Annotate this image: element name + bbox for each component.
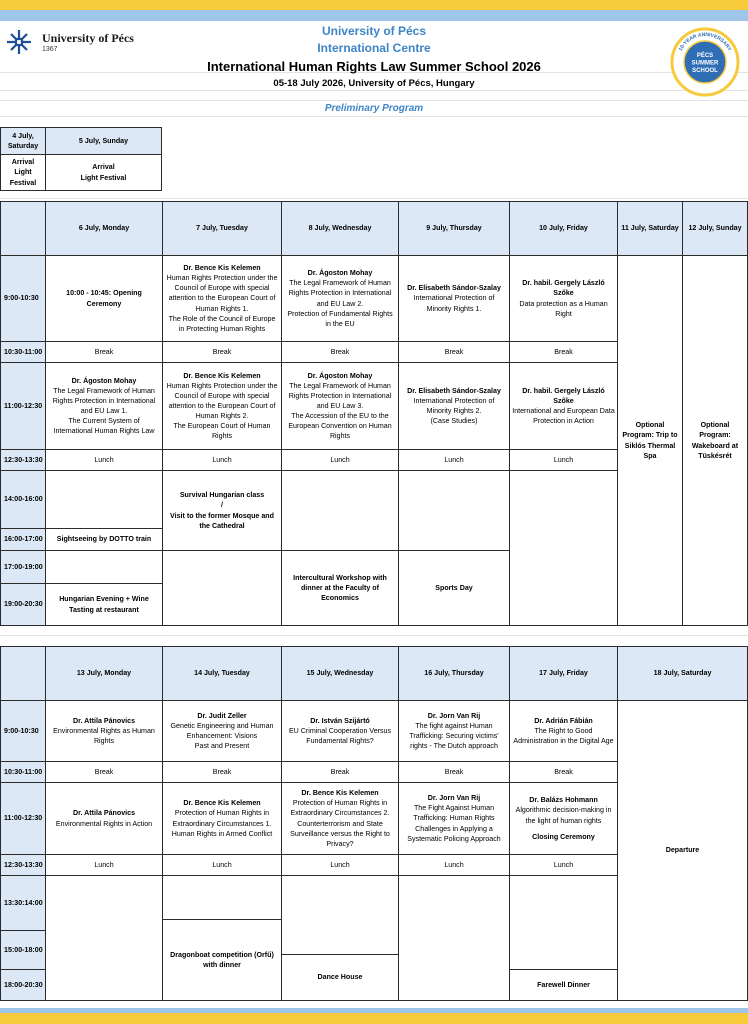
arrival-5-july (45, 154, 162, 191)
week1-tue-session1 (162, 255, 282, 342)
week2-fri-empty (509, 875, 618, 970)
week1-day-wed: 8 July, Wednesday (281, 201, 399, 256)
lecturer-name: Dr. Bence Kis Kelemen (183, 799, 261, 808)
week2-fri-farewell-dinner: Farewell Dinner (509, 969, 618, 1001)
week1-wed-lunch: Lunch (281, 449, 399, 471)
week1-time-5: 14:00-16:00 (0, 470, 46, 529)
lecturer-name: Dr. Adrián Fábián (534, 716, 593, 725)
lecturer-name: Dr. István Szijártó (310, 716, 370, 725)
session-subtopic: The Role of the Council of Europe in Protecting Human Rights (168, 314, 276, 333)
week2-tue-dragonboat: Dragonboat competition (Orfű) with dinner (162, 919, 282, 1001)
week1-day-thu: 9 July, Thursday (398, 201, 510, 256)
week2-fri-break: Break (509, 761, 618, 783)
session-topic: Protection of Human Rights in Extraordinary Circumstances 2. Counterterrorism and State Surveillance versus the Right to Privacy? (290, 799, 390, 848)
grid-line (0, 198, 748, 199)
week1-day-sat: 11 July, Saturday (617, 201, 683, 256)
lecturer-name: Dr. Judit Zeller (197, 711, 247, 720)
week2-time-5: 13:30:14:00 (0, 875, 46, 931)
week1-mon-lunch: Lunch (45, 449, 163, 471)
session-subtopic: The Current System of International Human Rights Law (53, 417, 155, 436)
lecturer-name: Dr. habil. Gergely László Szőke (522, 279, 605, 298)
week1-time-2: 10:30-11:00 (0, 341, 46, 363)
week1-fri-empty (509, 470, 618, 626)
lecturer-name: Dr. Bence Kis Kelemen (183, 264, 261, 273)
closing-ceremony: Closing Ceremony (532, 832, 595, 841)
week1-mon-sightseeing: Sightseeing by DOTTO train (45, 528, 163, 551)
week2-tue-empty (162, 875, 282, 920)
bottom-yellow-band (0, 1013, 748, 1024)
week1-mon-empty-2 (45, 550, 163, 584)
week2-day-thu: 16 July, Thursday (398, 646, 510, 701)
week2-day-wed: 15 July, Wednesday (281, 646, 399, 701)
session-topic: Algorithmic decision-making in the light of human rights (515, 806, 612, 825)
separator-slash: / (221, 501, 223, 510)
week1-tue-empty (162, 550, 282, 626)
week1-sun-optional: Optional Program: Wakeboard at Tüskésrét (682, 255, 748, 626)
session-subtopic: Past and Present (194, 742, 250, 751)
grid-line (0, 90, 748, 91)
session-topic: The Legal Framework of Human Rights Protection in International and EU Law 3. (288, 381, 392, 410)
week2-time-3: 11:00-12:30 (0, 782, 46, 855)
session-topic: Human Rights Protection under the Council of Europe with special attention to the European Court of Human Rights 2. (166, 381, 278, 421)
week2-day-sat: 18 July, Saturday (617, 646, 748, 701)
week1-fri-session1 (509, 255, 618, 342)
lecturer-name: Dr. Bence Kis Kelemen (301, 789, 379, 798)
week1-wed-empty (281, 470, 399, 551)
week2-thu-break: Break (398, 761, 510, 783)
week1-thu-session2 (398, 362, 510, 450)
week2-mon-lunch: Lunch (45, 854, 163, 876)
week2-mon-empty (45, 875, 163, 1001)
session-topic: Protection of Human Rights in Extraordinary Circumstances 1. Human Rights in Armed Conflict (171, 809, 273, 838)
week2-day-mon: 13 July, Monday (45, 646, 163, 701)
session-subtopic: (Case Studies) (430, 417, 478, 426)
week1-tue-session2 (162, 362, 282, 450)
week1-thu-break: Break (398, 341, 510, 363)
light-festival-label: Light Festival (80, 173, 127, 182)
lecturer-name: Dr. Ágoston Mohay (307, 371, 373, 380)
week2-time-1: 9:00-10:30 (0, 700, 46, 762)
top-yellow-band (0, 0, 748, 10)
seal-text-3: SCHOOL (692, 68, 718, 74)
week2-tue-session2 (162, 782, 282, 855)
week2-tue-lunch: Lunch (162, 854, 282, 876)
week1-wed-session2 (281, 362, 399, 450)
session-topic: The Right to Good Administration in the Digital Age (513, 726, 614, 746)
week1-thu-session1 (398, 255, 510, 342)
week1-fri-lunch: Lunch (509, 449, 618, 471)
logo-text: University of Pécs (42, 31, 134, 45)
session-topic: The fight against Human Trafficking: Securing victims' rights - The Dutch approach (409, 721, 499, 751)
week1-day-sun: 12 July, Sunday (682, 201, 748, 256)
lecturer-name: Dr. Balázs Hohmann (529, 796, 598, 805)
week2-thu-empty (398, 875, 510, 1001)
week1-time-3: 11:00-12:30 (0, 362, 46, 450)
lecturer-name: Dr. Ágoston Mohay (71, 376, 137, 385)
week2-fri-session1 (509, 700, 618, 762)
session-topic: EU Criminal Cooperation Versus Fundamental Rights? (288, 726, 392, 746)
grid-line (0, 116, 748, 117)
week2-mon-session1 (45, 700, 163, 762)
page-title: International Human Rights Law Summer School 2026 (207, 59, 541, 74)
session-topic: The Fight Against Human Trafficking: Human Rights Challenges in Applying a Systematic Policing Approach (407, 804, 501, 843)
week1-sat-optional: Optional Program: Trip to Siklós Thermal Spa (617, 255, 683, 626)
session-topic: International Protection of Minority Rights 1. (413, 294, 495, 313)
top-blue-band (0, 10, 748, 21)
grid-line (0, 635, 748, 636)
week2-time-4: 12:30-13:30 (0, 854, 46, 876)
lecturer-name: Dr. Bence Kis Kelemen (183, 371, 261, 380)
week1-mon-empty-1 (45, 470, 163, 529)
lecturer-name: Dr. Elisabeth Sándor-Szalay (407, 386, 501, 395)
lecturer-name: Dr. habil. Gergely László Szőke (522, 386, 605, 405)
week2-wed-session1 (281, 700, 399, 762)
logo-year: 1367 (42, 46, 58, 53)
week1-wed-break: Break (281, 341, 399, 363)
survival-class-label: Survival Hungarian class (179, 491, 265, 500)
week2-wed-dance-house: Dance House (281, 954, 399, 1001)
week2-wed-lunch: Lunch (281, 854, 399, 876)
week1-fri-break: Break (509, 341, 618, 363)
week1-corner (0, 201, 46, 256)
week1-mon-hungarian-evening: Hungarian Evening + Wine Tasting at restaurant (45, 583, 163, 626)
week1-tue-survival-class (162, 470, 282, 551)
session-topic: Data protection as a Human Right (519, 299, 608, 318)
week2-thu-lunch: Lunch (398, 854, 510, 876)
university-name: University of Pécs (321, 24, 427, 38)
week2-tue-session1 (162, 700, 282, 762)
event-dates: 05-18 July 2026, University of Pécs, Hungary (273, 78, 475, 89)
session-topic: Human Rights Protection under the Council of Europe with special attention to the European Court of Human Rights 1. (166, 274, 278, 313)
week1-tue-lunch: Lunch (162, 449, 282, 471)
week2-thu-session1 (398, 700, 510, 762)
centre-name: International Centre (317, 41, 431, 55)
week2-mon-break: Break (45, 761, 163, 783)
week2-fri-lunch: Lunch (509, 854, 618, 876)
week2-wed-session2 (281, 782, 399, 855)
week2-time-6: 15:00-18:00 (0, 930, 46, 970)
week2-wed-empty (281, 875, 399, 955)
day-header-4-july: 4 July, Saturday (0, 127, 46, 155)
arrival-label: Arrival (92, 163, 115, 172)
session-topic: Genetic Engineering and Human Enhancement: Visions (170, 721, 274, 740)
week1-thu-empty (398, 470, 510, 551)
mosque-visit-label: Visit to the former Mosque and the Cathedral (170, 511, 274, 530)
lecturer-name: Dr. Elisabeth Sándor-Szalay (407, 284, 501, 293)
session-subtopic: The European Court of Human Rights (173, 422, 271, 441)
week2-corner (0, 646, 46, 701)
week1-mon-session2 (45, 362, 163, 450)
week1-time-6: 16:00-17:00 (0, 528, 46, 551)
week2-day-tue: 14 July, Tuesday (162, 646, 282, 701)
week2-mon-session2 (45, 782, 163, 855)
week1-mon-opening: 10:00 - 10:45: Opening Ceremony (45, 255, 163, 342)
week2-wed-break: Break (281, 761, 399, 783)
week1-thu-sports-day: Sports Day (398, 550, 510, 626)
week1-day-fri: 10 July, Friday (509, 201, 618, 256)
session-topic: Environmental Rights as Human Rights (53, 726, 155, 746)
week1-mon-break: Break (45, 341, 163, 363)
arrival-4-july: Arrival Light Festival (0, 154, 46, 191)
session-topic: The Legal Framework of Human Rights Protection in International and EU Law 1. (52, 386, 156, 415)
session-subtopic: Protection of Fundamental Rights in the EU (287, 309, 393, 328)
week1-tue-break: Break (162, 341, 282, 363)
grid-line (0, 100, 748, 101)
program-label: Preliminary Program (324, 103, 424, 114)
week2-tue-break: Break (162, 761, 282, 783)
week1-thu-lunch: Lunch (398, 449, 510, 471)
week1-time-7: 17:00-19:00 (0, 550, 46, 584)
anniversary-seal (670, 27, 740, 97)
week1-wed-session1 (281, 255, 399, 342)
week2-day-fri: 17 July, Friday (509, 646, 618, 701)
seal-text-2: SUMMER (691, 60, 719, 67)
week2-thu-session2 (398, 782, 510, 855)
seal-arc-text: 10-YEAR ANNIVERSARY (677, 31, 733, 53)
week1-day-mon: 6 July, Monday (45, 201, 163, 256)
session-topic: International and European Data Protection in Action (512, 407, 615, 426)
week2-time-7: 18:00-20:30 (0, 969, 46, 1001)
week1-fri-session2 (509, 362, 618, 450)
session-topic: Environmental Rights in Action (55, 819, 153, 828)
day-header-5-july: 5 July, Sunday (45, 127, 162, 155)
lecturer-name: Dr. Jorn Van Rij (427, 794, 481, 803)
week2-time-2: 10:30-11:00 (0, 761, 46, 783)
session-topic: The Legal Framework of Human Rights Protection in International and EU Law 2. (288, 279, 392, 308)
lecturer-name: Dr. Ágoston Mohay (307, 269, 373, 278)
seal-text-1: PÉCS (696, 53, 714, 59)
week2-fri-session2 (509, 782, 618, 855)
session-subtopic: The Accession of the EU to the European Convention on Human Rights (288, 412, 392, 441)
week2-sat-departure: Departure (617, 700, 748, 1001)
week1-wed-intercultural: Intercultural Workshop with dinner at the Faculty of Economics (281, 550, 399, 626)
week1-time-1: 9:00-10:30 (0, 255, 46, 342)
week1-time-4: 12:30-13:30 (0, 449, 46, 471)
lecturer-name: Dr. Jorn Van Rij (427, 711, 481, 720)
week1-time-8: 19:00-20:30 (0, 583, 46, 626)
session-topic: International Protection of Minority Rights 2. (413, 396, 495, 415)
week1-day-tue: 7 July, Tuesday (162, 201, 282, 256)
lecturer-name: Dr. Attila Pánovics (72, 809, 136, 818)
lecturer-name: Dr. Attila Pánovics (72, 716, 136, 725)
